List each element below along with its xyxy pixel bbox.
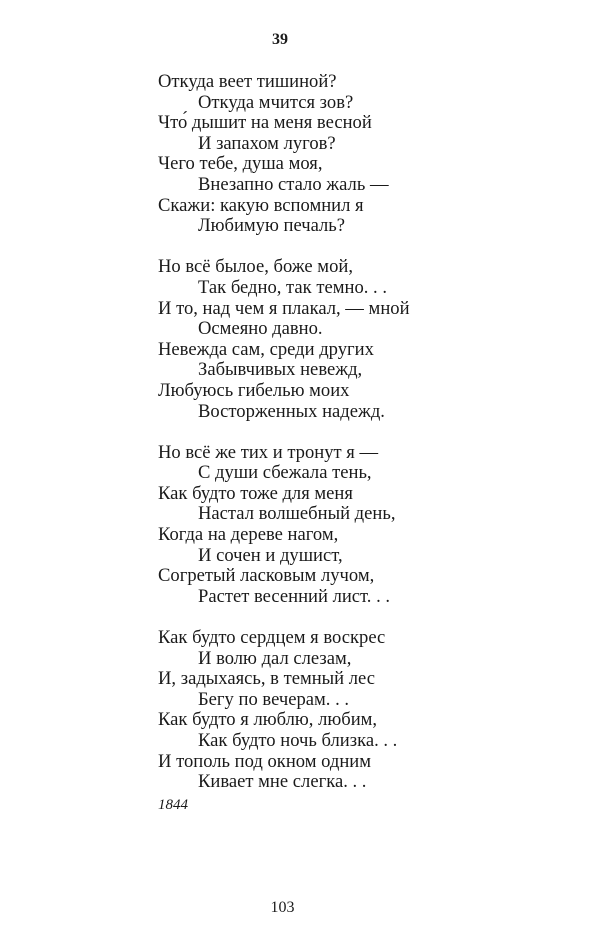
poem-line: И то, над чем я плакал, — мной bbox=[158, 297, 410, 319]
poem-line: И, задыхаясь, в темный лес bbox=[158, 668, 376, 690]
poem-line: Когда на дереве нагом, bbox=[158, 524, 339, 546]
poem-line: И тополь под окном одним bbox=[158, 750, 372, 772]
poem-line: Бегу по вечерам. . . bbox=[198, 688, 350, 710]
poem-line: Согретый ласковым лучом, bbox=[158, 565, 375, 587]
stanza bbox=[158, 443, 410, 608]
poem-line: Чего тебе, душа моя, bbox=[158, 153, 323, 175]
poem-line: Как будто я люблю, любим, bbox=[158, 709, 378, 731]
stanza bbox=[158, 257, 410, 422]
poem-line: Кивает мне слегка. . . bbox=[198, 771, 367, 793]
poem-line: И сочен и душист, bbox=[198, 544, 343, 566]
poem-date: 1844 bbox=[158, 797, 188, 813]
poem-line: Как будто тоже для меня bbox=[158, 482, 353, 504]
poem-line: Так бедно, так темно. . . bbox=[198, 276, 387, 298]
poem-body bbox=[158, 72, 410, 813]
poem-line: Но всё былое, боже мой, bbox=[158, 256, 353, 278]
poem-line: Внезапно стало жаль — bbox=[198, 173, 389, 195]
poem-line: Забывчивых невежд, bbox=[198, 359, 363, 381]
poem-line: С души сбежала тень, bbox=[198, 462, 372, 484]
poem-line: Невежда сам, среди других bbox=[158, 338, 374, 360]
poem-line: Откуда веет тишиной? bbox=[158, 71, 337, 92]
poem-line: Что́ дышит на меня весной bbox=[158, 112, 372, 134]
stanza bbox=[158, 72, 410, 237]
poem-line: И волю дал слезам, bbox=[198, 647, 352, 669]
page-number: 103 bbox=[270, 899, 295, 916]
poem-line: Как будто сердцем я воскрес bbox=[158, 627, 386, 649]
poem-line: Восторженных надежд. bbox=[198, 400, 385, 422]
poem-line: Настал волшебный день, bbox=[198, 503, 396, 525]
poem-line: И запахом лугов? bbox=[198, 132, 336, 154]
poem-line: Любимую печаль? bbox=[198, 215, 346, 237]
poem-line: Растет весенний лист. . . bbox=[198, 585, 391, 607]
poem-number: 39 bbox=[272, 31, 288, 48]
poem-line: Откуда мчится зов? bbox=[198, 91, 354, 113]
poem-line: Осмеяно давно. bbox=[198, 318, 323, 340]
poem-line: Но всё же тих и тронут я — bbox=[158, 441, 379, 463]
poem-line: Как будто ночь близка. . . bbox=[198, 730, 398, 751]
stanza bbox=[158, 628, 410, 793]
poem-line: Любуюсь гибелью моих bbox=[158, 379, 350, 401]
poem-line: Скажи: какую вспомнил я bbox=[158, 194, 364, 216]
